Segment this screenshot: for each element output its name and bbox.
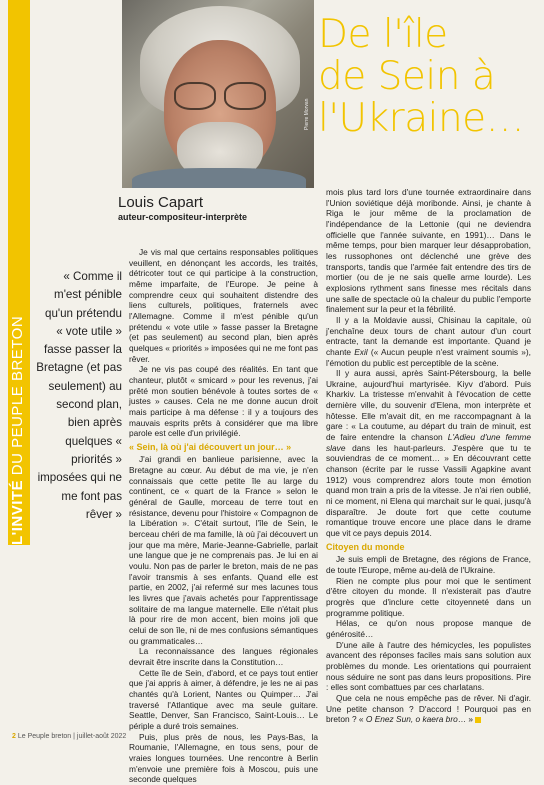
author-role: auteur-compositeur-interprète [118,212,248,222]
author-photo [122,0,314,188]
page-footer: 2 Le Peuple breton | juillet-août 2022 [12,733,127,740]
subheading: « Sein, là où j'ai découvert un jour… » [129,441,292,452]
end-mark-icon [475,717,481,723]
photo-credit: Pierre Morvan [304,98,310,130]
pull-quote: « Comme il m'est pénible qu'un prétendu « vote utile » fasse passer la Bretagne (et pas seulement) au second plan, bien après quelques « priorités » imposées qui ne me font pas rêver » [36,270,122,521]
subheading: Citoyen du monde [326,541,405,552]
article-column-2: mois plus tard lors d'une tournée extraordinaire dans l'Union soviétique déjà moribonde. Ainsi, je chante à Riga le jour même de la proclamation de l'indépendance de la Lettonie (qui ne deviendra officielle que l'année suivante, en 1991)… Dans le même temps, pour bien marquer leur désapprobation, les russophones ont déclenché une grève des transports, tandis que l'armée fait entendre des tirs de mortier (ou de je ne sais quelle arme lourde). Les explosions rythment sans finesse mes récitals dans une salle de spectacle où la chaleur du public l'emporte finalement sur la peur et la fébrilité. Il y a la Moldavie aussi, Chisinau la capitale, où j'enchaîne deux tours de chant autour d'un court entracte, tant la demande est importante. Quand je chante Exil (« Aucun peuple n'est vraiment soumis »), l'émotion du public est perceptible de la scène. Il y aura aussi, après Saint-Pétersbourg, la belle Ukraine, aujourd'hui martyrisée. Kiyv d'abord. Puis Kharkiv. La tristesse m'envahit à l'évocation de cette dernière ville, du souvenir d'Elena, mon interprète et hôtesse. Elle m'avait dit, en me raccompagnant à la gare : « La coutume, au départ du train de minuit, est de faire entendre la chanson L'Adieu d'une femme slave dans les haut-parleurs. J'espère que tu te souviendras de ce moment… » En découvrant cette chanson (écrite par le russe Vassili Agapkine avant 1912) vous comprendrez alors toute mon émotion quand mon train a pris de la vitesse. Je n'ai rien oublié, ni ce moment, ni Elena qui marchait sur le quai, jusqu'à disparaître. Je doute fort que cette coutume romantique trouve encore une place dans le drame que vit ce pays depuis 2014. Citoyen du monde Je suis empli de Bretagne, des régions de France, de toute l'Europe, même au-delà de l'Ukraine. Rien ne compte plus pour moi que le sentiment d'être citoyen du monde. Il n'existerait pas d'autre progrès que d'inclure cette citoyenneté dans un programme politique. Hélas, ce qu'on nous propose manque de générosité… D'une aile à l'autre des hémicycles, les populistes avancent des réponses faciles mais sans solution aux problèmes du monde. Les orientations qui pourraient nous séduire ne sont pas dans leurs propositions. Pire : elles sont combattues par ces charlatans. Que cela ne nous empêche pas de rêver. Ni d'agir. Une petite chanson ? D'accord ! Pourquoi pas en breton ? « O Enez Sun, o kaera bro… » [326,187,531,725]
section-label: L'INVITÉ DU PEUPLE BRETON [9,315,26,545]
author-name: Louis Capart [118,194,204,211]
headline: De l'île de Sein à l'Ukraine… [318,12,525,141]
article-column-1: Je vis mal que certains responsables politiques veuillent, en dénonçant les accords, les traités, détricoter tout ce qui participe à la construction, même imparfaite, de l'Europe. Je peine à comprendre ceux qui souhaitent distendre des liens culturels, politiques, fraternels avec l'Allemagne. Comme il m'est pénible qu'un prétendu « vote utile » fasse passer la Bretagne (et pas seulement) au second plan, bien après quelques « priorités » imposées qui ne me font pas rêver. Je ne vis pas coupé des réalités. En tant que chanteur, plutôt « smicard » pour les revenus, j'ai prêté mon soutien bénévole à toutes sortes de « justes » causes. Cela ne me donne aucun droit mais participe à ma défense : il y a toujours des mauvais esprits prêts à considérer que ma libre parole est celle d'un privilégié. « Sein, là où j'ai découvert un jour… » J'ai grandi en banlieue parisienne, avec la Bretagne au cœur. Au début de ma vie, je n'en connaissais que cette petite île au large du continent, ce « quart de la France » selon le général de Gaulle, morceau de terre tout en résistance, devenu pour l'histoire « Compagnon de la Libération ». C'était surtout, l'île de Sein, le berceau chéri de ma famille, là où j'ai découvert un jour que ma mère, Marie-Jeanne-Gabrielle, parlait une langue que je ne comprenais pas. Je lui en ai voulu. Non pas de parler le breton, mais de ne pas l'avoir transmis à ses enfants. Quand elle est partie, en 2002, j'ai refermé sur mes lacunes tous les livres que j'avais achetés pour l'apprentissage solitaire de ma langue maternelle. Elle n'était plus là pour rire de mon accent, bien moins joli que celui de son île, ni de mes confusions sémantiques ou grammaticales… La reconnaissance des langues régionales devrait être inscrite dans la Constitution… Cette île de Sein, d'abord, et ce pays tout entier que j'ai appris à aimer, à défendre, je les ne ai pas chantés qu'à Lorient, Nantes ou Quimper… J'ai traversé l'Atlantique avec ma seule guitare. Seattle, Denver, San Francisco, Saint-Louis… Le périple a duré trois semaines. Puis, plus près de nous, les Pays-Bas, la Roumanie, l'Allemagne, en tous sens, pour de vraies longues tournées. Une rencontre à Berlin m'envoie une première fois à Moscou, puis une seconde quelques [129,247,318,785]
